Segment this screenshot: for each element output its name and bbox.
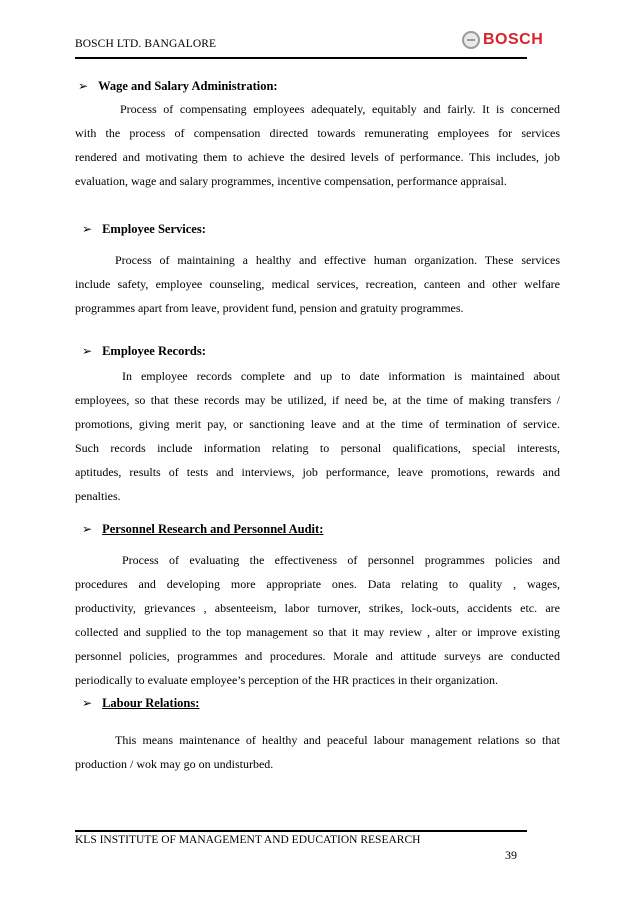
paragraph-line: Process of maintaining a healthy and effective human organization. These services [115,253,560,267]
logo-text: BOSCH [483,31,544,48]
heading-text: Labour Relations: [102,696,200,710]
paragraph-line: Such records include information relating to personal qualifications, special interests, [75,441,560,455]
paragraph-line: with the process of compensation directed towards remunerating employees for services [75,126,560,140]
paragraph-line: productivity, grievances , absenteeism, labor turnover, strikes, lock-outs, accidents etc. are [75,601,560,615]
paragraph-line: collected and supplied to the top management so that it may review , alter or improve existing [75,625,560,639]
paragraph-line: In employee records complete and up to date information is maintained about [122,369,560,383]
page-number: 39 [505,848,517,862]
arrow-bullet-icon: ➢ [82,344,93,358]
paragraph-line: This means maintenance of healthy and peaceful labour management relations so that [115,733,560,747]
bosch-armature-icon [462,31,480,49]
footer-institute: KLS INSTITUTE OF MANAGEMENT AND EDUCATION RESEARCH [75,834,421,846]
paragraph-line: programmes apart from leave, provident fund, pension and gratuity programmes. [75,301,464,315]
header-rule [75,57,527,59]
paragraph-line: include safety, employee counseling, medical services, recreation, canteen and other welfare [75,277,560,291]
paragraph-line: periodically to evaluate employee’s perception of the HR practices in their organization. [75,673,498,687]
arrow-bullet-icon: ➢ [82,522,93,536]
paragraph-line: production / wok may go on undisturbed. [75,757,274,771]
heading-text: Wage and Salary Administration: [98,79,278,93]
section-heading [82,344,206,359]
paragraph-line: Process of compensating employees adequately, equitably and fairly. It is concerned [120,102,560,116]
section-paragraph [75,364,560,508]
header-company: BOSCH LTD. BANGALORE [75,38,217,50]
section-paragraph [75,548,560,692]
paragraph-line: employees, so that these records may be utilized, if need be, at the time of making transfers / [75,393,560,407]
section-paragraph [75,248,560,320]
paragraph-line: rendered and motivating them to achieve the desired levels of performance. This includes, job [75,150,560,164]
arrow-bullet-icon: ➢ [78,79,89,93]
paragraph-line: personnel policies, programmes and procedures. Morale and attitude surveys are conducted [75,649,560,663]
paragraph-line: aptitudes, results of tests and interviews, job performance, leave promotions, rewards and [75,465,560,479]
footer-rule [75,830,527,832]
section-heading [78,79,278,94]
section-paragraph [75,97,560,193]
section-paragraph [75,728,560,776]
paragraph-line: Process of evaluating the effectiveness of personnel programmes policies and [122,553,560,567]
section-heading [82,696,199,711]
paragraph-line: procedures and developing more appropriate ones. Data relating to quality , wages, [75,577,560,591]
bosch-logo [462,29,546,51]
paragraph-line: penalties. [75,489,121,503]
arrow-bullet-icon: ➢ [82,222,93,236]
heading-text: Employee Records: [102,344,206,358]
section-heading [82,222,206,237]
paragraph-line: evaluation, wage and salary programmes, incentive compensation, performance appraisal. [75,174,507,188]
section-heading [82,522,323,537]
arrow-bullet-icon: ➢ [82,696,93,710]
paragraph-line: promotions, giving merit pay, or sanctioning leave and at the time of termination of service. [75,417,560,431]
heading-text: Personnel Research and Personnel Audit: [102,522,324,536]
heading-text: Employee Services: [102,222,206,236]
